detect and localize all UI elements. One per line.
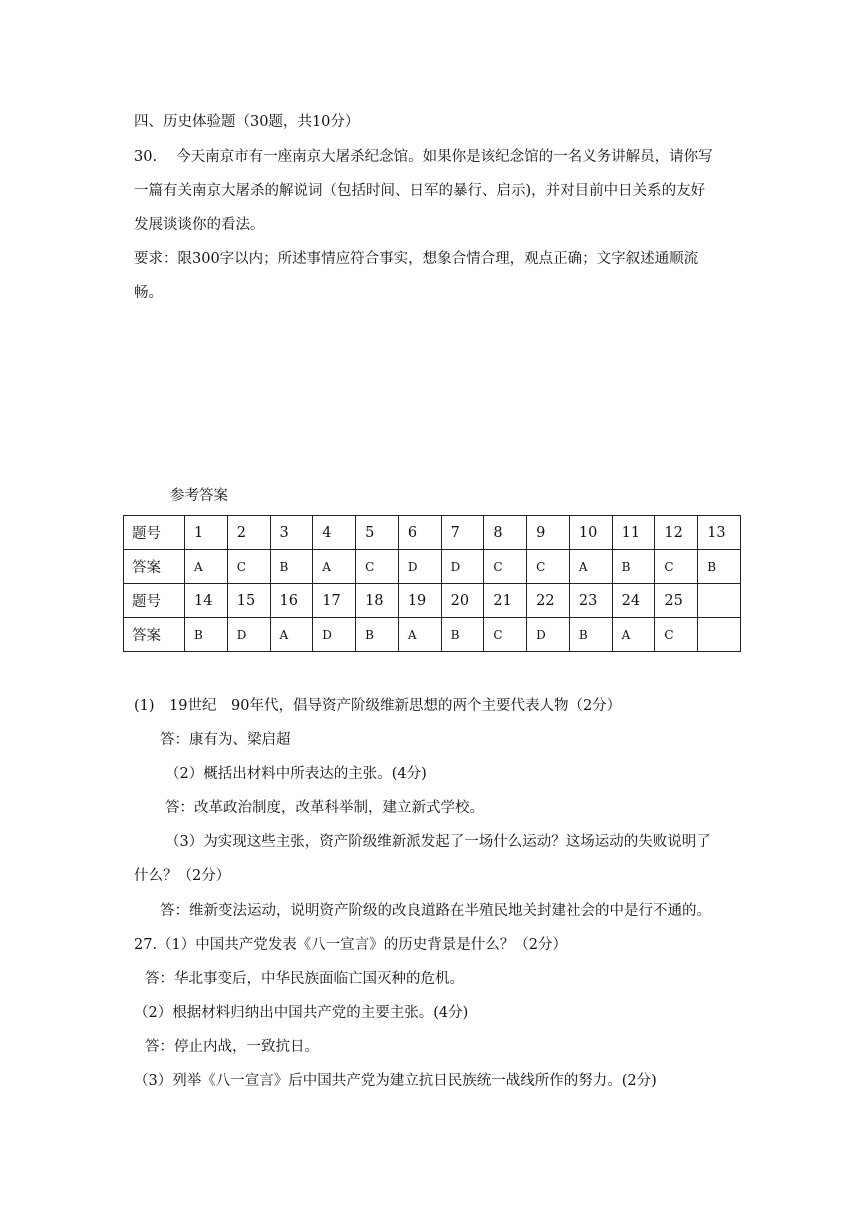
table-cell: A [185,550,228,584]
answer-2-question: （2）概括出材料中所表达的主张。(4分) [165,766,427,782]
table-cell: 6 [398,516,441,550]
table-cell [698,618,741,652]
answer-caption: 参考答案 [170,488,228,504]
table-cell: B [612,550,655,584]
table-cell: 20 [441,584,484,618]
table-cell: 15 [227,584,270,618]
table-cell: A [313,550,356,584]
table-cell: C [356,550,399,584]
table-cell: A [270,618,313,652]
question-30-line-3: 发展谈谈你的看法。 [134,217,265,233]
table-cell: 14 [185,584,228,618]
table-cell: A [569,550,612,584]
table-row [124,618,741,652]
table-cell: 13 [698,516,741,550]
table-cell: D [313,618,356,652]
table-cell: 19 [398,584,441,618]
table-cell: B [441,618,484,652]
section-title: 四、历史体验题（30题，共10分） [134,114,360,130]
table-cell: 答案 [124,550,185,584]
question-30-requirement-2: 畅。 [134,285,163,301]
answer-3-question-line-2: 什么？（2分） [134,868,231,884]
table-cell: 5 [356,516,399,550]
table-cell: 1 [185,516,228,550]
table-cell: D [441,550,484,584]
table-cell: C [655,550,698,584]
table-cell: C [484,550,527,584]
answer-1-text: 答：康有为、梁启超 [160,732,291,748]
table-cell: 2 [227,516,270,550]
table-cell [698,584,741,618]
table-row [124,516,741,550]
table-cell: B [270,550,313,584]
table-cell: 12 [655,516,698,550]
table-cell: 8 [484,516,527,550]
table-cell: 7 [441,516,484,550]
table-cell: D [527,618,570,652]
question-30-line-1: 30. 今天南京市有一座南京大屠杀纪念馆。如果你是该纪念馆的一名义务讲解员，请你写 [134,149,713,165]
table-cell: 18 [356,584,399,618]
question-27-answer-2: 答：停止内战，一致抗日。 [145,1039,319,1055]
table-cell: 11 [612,516,655,550]
table-row [124,550,741,584]
table-cell: D [398,550,441,584]
answer-table [123,515,741,652]
table-cell: A [612,618,655,652]
question-27-part-1: 27.（1）中国共产党发表《八一宣言》的历史背景是什么？（2分） [134,937,568,953]
table-cell: 题号 [124,584,185,618]
table-cell: 9 [527,516,570,550]
table-cell: 23 [569,584,612,618]
table-cell: 答案 [124,618,185,652]
table-cell: C [227,550,270,584]
table-cell: A [398,618,441,652]
table-row [124,584,741,618]
table-cell: B [569,618,612,652]
table-cell: D [227,618,270,652]
table-cell: 24 [612,584,655,618]
table-cell: 17 [313,584,356,618]
answer-1-question: (1) 19世纪 90年代，倡导资产阶级维新思想的两个主要代表人物（2分） [134,698,622,714]
table-cell: 4 [313,516,356,550]
table-cell: 题号 [124,516,185,550]
table-cell: 16 [270,584,313,618]
table-cell: B [356,618,399,652]
table-cell: 21 [484,584,527,618]
answer-3-question-line-1: （3）为实现这些主张，资产阶级维新派发起了一场什么运动？这场运动的失败说明了 [165,834,711,850]
answer-3-text: 答：维新变法运动，说明资产阶级的改良道路在半殖民地关封建社会的中是行不通的。 [160,903,711,919]
table-cell: C [655,618,698,652]
table-cell: 25 [655,584,698,618]
answer-2-text: 答：改革政治制度，改革科举制，建立新式学校。 [165,800,484,816]
table-cell: 22 [527,584,570,618]
table-cell: B [185,618,228,652]
question-30-requirement-1: 要求：限300字以内；所述事情应符合事实，想象合情合理，观点正确；文字叙述通顺流 [134,251,699,267]
table-cell: 10 [569,516,612,550]
question-27-answer-1: 答：华北事变后，中华民族面临亡国灭种的危机。 [145,971,464,987]
table-cell: 3 [270,516,313,550]
table-cell: B [698,550,741,584]
question-30-line-2: 一篇有关南京大屠杀的解说词（包括时间、日军的暴行、启示)，并对目前中日关系的友好 [134,183,706,199]
question-27-part-2: （2）根据材料归纳出中国共产党的主要主张。(4分) [134,1005,469,1021]
question-27-part-3: （3）列举《八一宣言》后中国共产党为建立抗日民族统一战线所作的努力。(2分) [134,1073,657,1089]
table-cell: C [527,550,570,584]
table-cell: C [484,618,527,652]
